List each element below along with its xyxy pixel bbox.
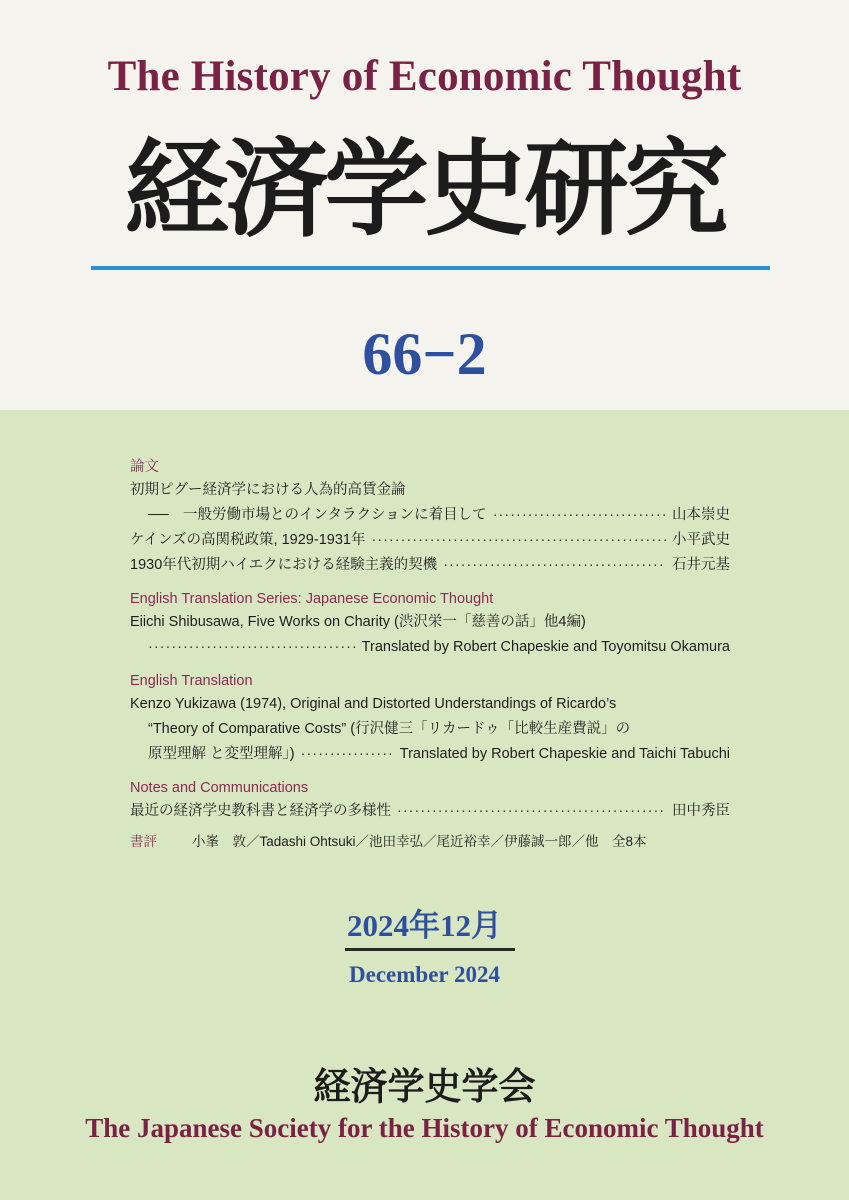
article-author: 小平武史 bbox=[672, 532, 730, 548]
title-divider bbox=[91, 266, 770, 270]
toc-entry bbox=[130, 742, 730, 767]
leader-dots bbox=[371, 528, 666, 553]
section-heading-translation: English Translation bbox=[130, 673, 253, 689]
toc-entry bbox=[130, 528, 730, 553]
article-title: 原型理解 と変型理解」) bbox=[148, 746, 295, 762]
book-reviews-label: 書評 bbox=[130, 834, 157, 849]
article-title: ケインズの高関税政策, 1929-1931年 bbox=[130, 532, 366, 548]
journal-title-en: The History of Economic Thought bbox=[107, 53, 742, 100]
toc-entry bbox=[130, 610, 730, 635]
article-author: 山本崇史 bbox=[672, 507, 730, 523]
leader-dots bbox=[493, 503, 666, 528]
publisher-name-en: The Japanese Society for the History of Economic Thought bbox=[85, 1113, 764, 1143]
section-heading-notes: Notes and Communications bbox=[130, 780, 309, 796]
article-author: 田中秀臣 bbox=[672, 803, 730, 819]
toc-entry bbox=[130, 692, 730, 717]
book-reviews bbox=[130, 830, 730, 850]
toc-entry bbox=[130, 635, 730, 660]
toc-entry bbox=[130, 717, 730, 742]
article-title: “Theory of Comparative Costs” (行沢健三「リカードゥ「比較生産費説」の bbox=[148, 721, 631, 737]
date-divider bbox=[345, 948, 515, 951]
toc-entry bbox=[130, 478, 730, 503]
article-subtitle: ── 一般労働市場とのインタラクションに着目して bbox=[148, 507, 487, 523]
table-of-contents bbox=[130, 456, 730, 850]
leader-dots bbox=[397, 799, 666, 824]
section-heading-translation-series: English Translation Series: Japanese Economic Thought bbox=[130, 591, 494, 607]
leader-dots bbox=[301, 742, 394, 767]
article-title: Eiichi Shibusawa, Five Works on Charity (渋沢栄一「慈善の話」他4編) bbox=[130, 614, 586, 630]
publisher-name-jp: 経済学史学会 bbox=[313, 1064, 536, 1108]
article-title: 1930年代初期ハイエクにおける経験主義的契機 bbox=[130, 557, 438, 573]
article-title: 最近の経済学史教科書と経済学の多様性 bbox=[130, 803, 391, 819]
toc-entry bbox=[130, 553, 730, 578]
volume-number: 66−2 bbox=[362, 321, 487, 387]
article-author: 石井元基 bbox=[672, 557, 730, 573]
book-reviews-list: 小峯 敦／Tadashi Ohtsuki／池田幸弘／尾近裕幸／伊藤誠一郎／他 全8本 bbox=[192, 834, 647, 849]
toc-entry bbox=[130, 799, 730, 824]
leader-dots bbox=[148, 635, 356, 660]
issue-date-en: December 2024 bbox=[349, 962, 500, 987]
issue-date-jp: 2024年12月 bbox=[347, 908, 502, 943]
article-title: 初期ピグー経済学における人為的高賃金論 bbox=[130, 482, 406, 498]
toc-entry bbox=[130, 503, 730, 528]
article-author: Translated by Robert Chapeskie and Taichi Tabuchi bbox=[399, 746, 730, 762]
article-title: Kenzo Yukizawa (1974), Original and Distorted Understandings of Ricardo’s bbox=[130, 696, 617, 712]
section-heading-articles: 論文 bbox=[130, 459, 159, 475]
journal-title-jp: 経済学史研究 bbox=[124, 128, 725, 250]
article-author: Translated by Robert Chapeskie and Toyomitsu Okamura bbox=[361, 639, 730, 655]
leader-dots bbox=[443, 553, 666, 578]
